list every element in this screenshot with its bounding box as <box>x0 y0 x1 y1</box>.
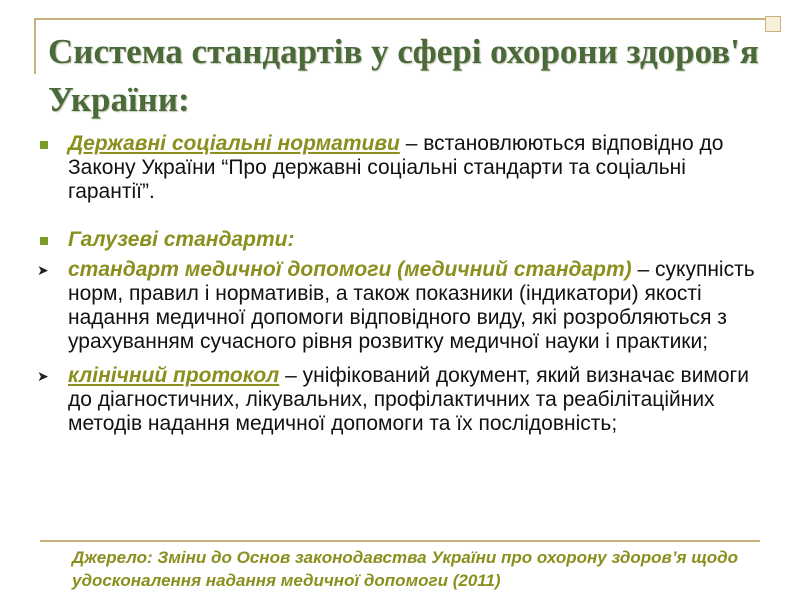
arrow-bullet-icon: ➤ <box>37 262 49 278</box>
item-highlight: Державні соціальні нормативи <box>68 132 400 155</box>
item-highlight: Галузеві стандарти: <box>68 228 295 251</box>
square-bullet-icon <box>40 237 48 245</box>
source-note: Джерело: Зміни до Основ законодавства України про охорону здоров’я щодо удосконалення надання медичної допомоги (2011) <box>72 548 739 590</box>
item-highlight: клінічний протокол <box>68 364 280 387</box>
square-bullet-icon <box>40 141 48 149</box>
list-item <box>30 132 775 204</box>
list-item <box>30 228 775 252</box>
item-text: – уніфікований документ, який визначає вимоги до діагностичних, лікувальних, профілактичних та реабілітаційних методів надання медичної допомоги та їх послідовність; <box>68 364 749 435</box>
top-rule <box>34 18 780 20</box>
list-item <box>30 364 775 436</box>
item-highlight: стандарт медичної допомоги (медичний стандарт) <box>68 258 632 281</box>
list-item <box>30 258 775 354</box>
bottom-rule <box>40 540 760 542</box>
left-rule <box>34 18 36 74</box>
slide-content <box>30 132 775 436</box>
item-text: – сукупність норм, правил і нормативів, а також показники (індикатори) якості надання медичної допомоги відповідного виду, які розробляються з урахуванням сучасного рівня розвитку медичної науки і практики; <box>68 258 755 353</box>
arrow-bullet-icon: ➤ <box>37 368 49 384</box>
item-text: – встановлюються відповідно до Закону України “Про державні соціальні стандарти та соціальні гарантії”. <box>68 132 724 203</box>
slide-title: Система стандартів у сфері охорони здоров'я України: <box>48 32 759 119</box>
